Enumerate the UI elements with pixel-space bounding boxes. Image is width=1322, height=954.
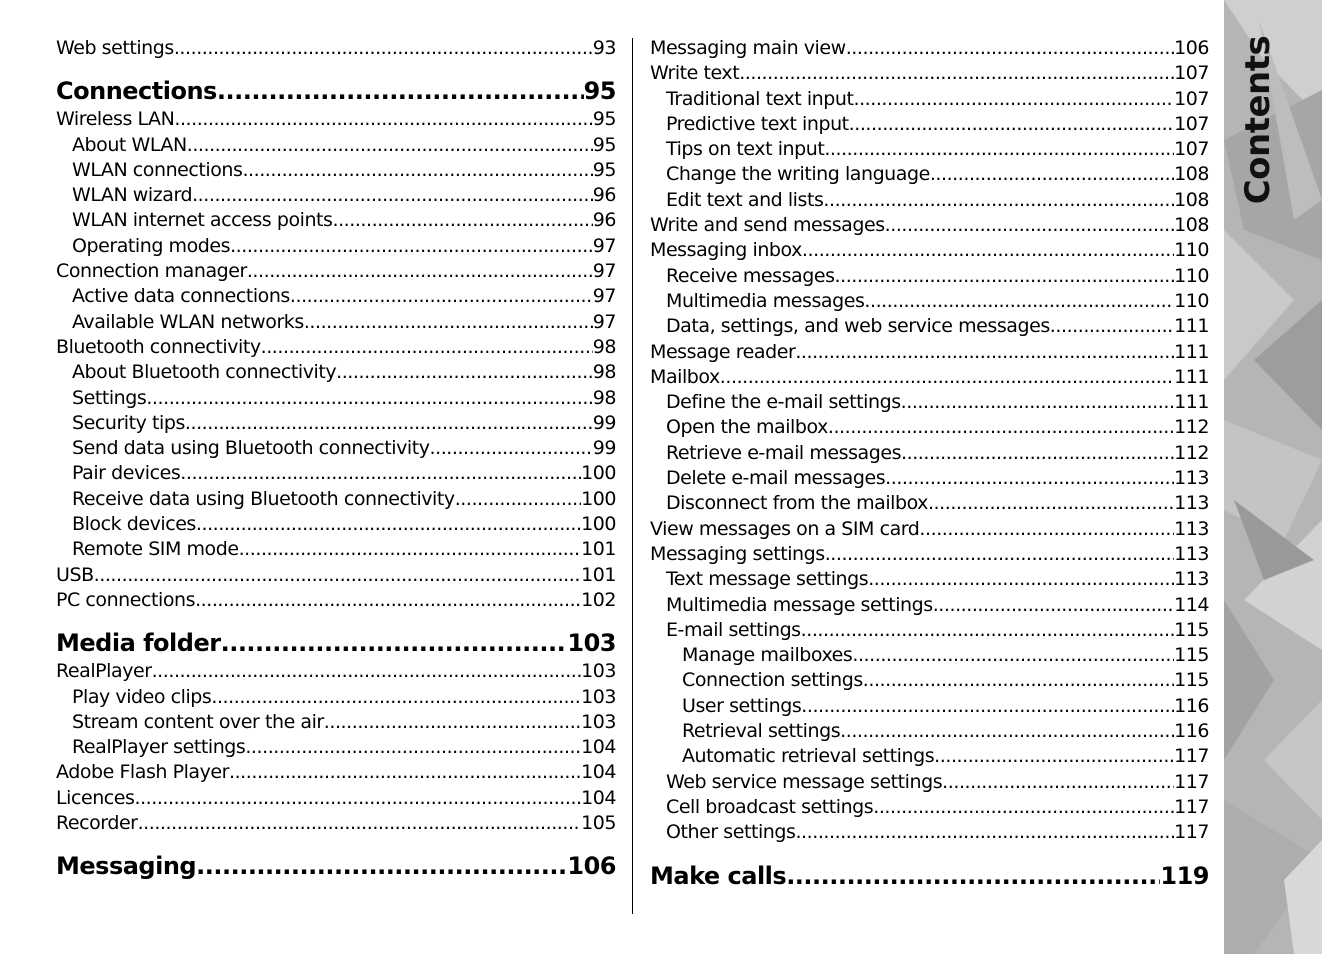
toc-page-number: 111	[1174, 365, 1209, 388]
toc-entry-title: Receive messages	[666, 264, 835, 287]
toc-page-number: 95	[583, 77, 616, 106]
toc-entry	[650, 289, 1209, 314]
toc-dot-leader	[846, 36, 1174, 61]
toc-dot-leader	[720, 365, 1174, 390]
toc-entry-title: RealPlayer	[56, 660, 152, 683]
toc-page-number: 95	[592, 108, 616, 131]
toc-entry	[56, 710, 616, 735]
toc-page-number: 108	[1174, 188, 1209, 211]
toc-entry	[650, 744, 1209, 769]
toc-dot-leader	[835, 264, 1175, 289]
toc-page-number: 99	[592, 437, 616, 460]
toc-entry	[56, 735, 616, 760]
column-divider	[632, 38, 633, 914]
toc-entry	[650, 314, 1209, 339]
toc-dot-leader	[868, 567, 1174, 592]
toc-entry-title: Web settings	[56, 37, 174, 59]
toc-dot-leader	[823, 188, 1174, 213]
toc-right-column	[650, 36, 1209, 892]
toc-dot-leader	[942, 770, 1174, 795]
toc-entry-title: Multimedia messages	[666, 289, 865, 312]
toc-entry-title: Delete e-mail messages	[666, 467, 886, 490]
toc-dot-leader	[221, 627, 568, 659]
toc-page-number: 97	[592, 260, 616, 283]
toc-page-number: 119	[1160, 861, 1209, 890]
toc-page-number: 107	[1174, 138, 1209, 161]
toc-page-number: 112	[1174, 416, 1209, 439]
toc-entry-title: Disconnect from the mailbox	[666, 492, 928, 515]
toc-dot-leader	[928, 491, 1174, 516]
toc-page-number: 100	[581, 462, 616, 485]
toc-entry	[56, 512, 616, 537]
toc-entry-title: Messaging	[56, 852, 197, 881]
toc-dot-leader	[195, 588, 581, 613]
toc-entry	[56, 360, 616, 385]
toc-entry-title: Data, settings, and web service messages	[666, 315, 1050, 338]
toc-entry	[56, 436, 616, 461]
toc-entry	[56, 487, 616, 512]
toc-entry	[56, 158, 616, 183]
toc-page-number: 104	[581, 736, 616, 759]
toc-dot-leader	[187, 133, 593, 158]
toc-dot-leader	[336, 360, 593, 385]
toc-entry	[650, 238, 1209, 263]
toc-dot-leader	[261, 335, 593, 360]
toc-entry-title: Recorder	[56, 812, 138, 835]
toc-entry-title: Tips on text input	[666, 138, 825, 161]
toc-entry-title: Messaging settings	[650, 542, 825, 565]
toc-entry-title: User settings	[682, 694, 802, 717]
toc-page-number: 105	[581, 812, 616, 835]
toc-entry	[650, 820, 1209, 845]
toc-dot-leader	[795, 340, 1174, 365]
toc-dot-leader	[933, 593, 1174, 618]
toc-page-number: 98	[592, 361, 616, 384]
toc-entry	[650, 340, 1209, 365]
toc-entry-title: Licences	[56, 786, 135, 809]
toc-entry	[56, 461, 616, 486]
toc-page-number: 111	[1174, 340, 1209, 363]
toc-page-number: 96	[592, 184, 616, 207]
toc-dot-leader	[324, 710, 581, 735]
toc-entry-title: Pair devices	[72, 462, 181, 485]
toc-page-number: 97	[592, 234, 616, 257]
toc-page-number: 115	[1174, 618, 1209, 641]
toc-entry	[650, 542, 1209, 567]
toc-dot-leader	[152, 659, 581, 684]
toc-dot-leader	[825, 542, 1174, 567]
toc-entry	[650, 719, 1209, 744]
toc-dot-leader	[1050, 314, 1174, 339]
toc-entry	[650, 61, 1209, 86]
toc-page-number: 98	[592, 335, 616, 358]
toc-page-number: 95	[592, 158, 616, 181]
toc-page-number: 103	[581, 660, 616, 683]
toc-page-number: 107	[1174, 87, 1209, 110]
toc-entry	[56, 36, 616, 61]
toc-dot-leader	[795, 820, 1174, 845]
toc-entry	[56, 563, 616, 588]
toc-entry-title: Connections	[56, 77, 217, 106]
toc-entry	[650, 36, 1209, 61]
toc-entry-title: Traditional text input	[666, 87, 854, 110]
toc-entry	[650, 365, 1209, 390]
toc-entry	[650, 390, 1209, 415]
toc-entry-title: Remote SIM mode	[72, 538, 239, 561]
toc-entry-title: About Bluetooth connectivity	[72, 361, 337, 384]
toc-dot-leader	[230, 234, 593, 259]
toc-page-number: 117	[1174, 745, 1209, 768]
toc-dot-leader	[196, 512, 581, 537]
toc-entry-title: Connection manager	[56, 260, 247, 283]
toc-page-number: 113	[1174, 542, 1209, 565]
toc-entry-title: Other settings	[666, 821, 796, 844]
toc-entry	[56, 386, 616, 411]
toc-entry-title: Send data using Bluetooth connectivity	[72, 437, 430, 460]
toc-dot-leader	[849, 112, 1174, 137]
toc-entry-title: Make calls	[650, 861, 787, 890]
toc-dot-leader	[239, 537, 581, 562]
toc-dot-leader	[196, 850, 567, 882]
toc-dot-leader	[873, 795, 1174, 820]
toc-entry	[650, 87, 1209, 112]
toc-dot-leader	[934, 744, 1174, 769]
toc-entry-title: WLAN connections	[72, 158, 243, 181]
toc-entry	[650, 517, 1209, 542]
toc-entry	[650, 415, 1209, 440]
toc-page-number: 96	[592, 209, 616, 232]
toc-page-number: 93	[592, 37, 616, 59]
toc-page-number: 100	[581, 487, 616, 510]
toc-entry	[56, 208, 616, 233]
toc-page-number: 97	[592, 310, 616, 333]
toc-dot-leader	[930, 162, 1174, 187]
toc-entry	[650, 593, 1209, 618]
toc-entry	[650, 618, 1209, 643]
toc-entry	[56, 310, 616, 335]
toc-page-number: 113	[1174, 467, 1209, 490]
toc-entry-title: Adobe Flash Player	[56, 761, 229, 784]
toc-entry	[650, 441, 1209, 466]
toc-page-number: 97	[592, 285, 616, 308]
toc-entry	[56, 685, 616, 710]
toc-page-number: 103	[567, 629, 616, 658]
toc-page-number: 116	[1174, 694, 1209, 717]
toc-entry-title: USB	[56, 563, 94, 586]
toc-page-number: 111	[1174, 391, 1209, 414]
toc-page-number: 116	[1174, 720, 1209, 743]
toc-entry	[56, 284, 616, 309]
toc-page-number: 113	[1174, 517, 1209, 540]
toc-page-number: 101	[581, 563, 616, 586]
toc-entry-title: Block devices	[72, 513, 196, 536]
toc-page-number: 101	[581, 538, 616, 561]
toc-page-number: 103	[581, 685, 616, 708]
toc-entry-title: Security tips	[72, 411, 185, 434]
toc-entry	[650, 694, 1209, 719]
toc-entry-title: Connection settings	[682, 669, 863, 692]
toc-dot-leader	[919, 517, 1174, 542]
toc-page-number: 102	[581, 588, 616, 611]
toc-page-number: 115	[1174, 669, 1209, 692]
toc-dot-leader	[853, 87, 1174, 112]
toc-page-number: 106	[567, 852, 616, 881]
toc-page-number: 110	[1174, 289, 1209, 312]
toc-entry-title: Automatic retrieval settings	[682, 745, 935, 768]
toc-entry-title: Play video clips	[72, 685, 212, 708]
toc-entry-title: Open the mailbox	[666, 416, 828, 439]
toc-page-number: 107	[1174, 112, 1209, 135]
toc-entry-title: Web service message settings	[666, 770, 943, 793]
toc-entry-title: Edit text and lists	[666, 188, 824, 211]
toc-entry-title: Active data connections	[72, 285, 290, 308]
toc-dot-leader	[146, 386, 592, 411]
toc-entry-title: WLAN internet access points	[72, 209, 333, 232]
toc-entry	[650, 770, 1209, 795]
toc-entry-title: Define the e-mail settings	[666, 391, 901, 414]
toc-page-number: 110	[1174, 239, 1209, 262]
toc-entry-title: View messages on a SIM card	[650, 517, 920, 540]
toc-dot-leader	[901, 441, 1174, 466]
toc-dot-leader	[430, 436, 593, 461]
toc-entry	[650, 466, 1209, 491]
toc-entry-title: Available WLAN networks	[72, 310, 304, 333]
toc-entry-title: Bluetooth connectivity	[56, 335, 261, 358]
toc-entry	[650, 264, 1209, 289]
toc-entry-title: Manage mailboxes	[682, 644, 853, 667]
toc-dot-leader	[332, 208, 592, 233]
toc-entry	[56, 335, 616, 360]
toc-dot-leader	[852, 643, 1174, 668]
toc-entry	[650, 795, 1209, 820]
toc-page-number: 112	[1174, 441, 1209, 464]
toc-entry	[56, 133, 616, 158]
toc-dot-leader	[242, 158, 592, 183]
toc-dot-leader	[134, 786, 581, 811]
toc-dot-leader	[840, 719, 1174, 744]
toc-entry-title: PC connections	[56, 588, 196, 611]
toc-dot-leader	[885, 466, 1174, 491]
toc-entry-title: Multimedia message settings	[666, 593, 933, 616]
toc-entry-title: Retrieve e-mail messages	[666, 441, 902, 464]
toc-entry-title: Operating modes	[72, 234, 231, 257]
toc-section-heading	[56, 75, 616, 107]
toc-entry-title: Cell broadcast settings	[666, 795, 874, 818]
toc-dot-leader	[185, 411, 593, 436]
toc-entry	[56, 107, 616, 132]
toc-dot-leader	[229, 760, 581, 785]
toc-dot-leader	[802, 238, 1174, 263]
toc-entry	[650, 112, 1209, 137]
toc-entry-title: About WLAN	[72, 133, 187, 156]
toc-entry	[56, 659, 616, 684]
toc-entry	[56, 537, 616, 562]
toc-entry-title: Wireless LAN	[56, 108, 175, 131]
toc-entry	[56, 259, 616, 284]
toc-page-number: 108	[1174, 163, 1209, 186]
toc-dot-leader	[885, 213, 1174, 238]
toc-page-number: 95	[592, 133, 616, 156]
toc-dot-leader	[180, 461, 581, 486]
toc-page-number: 111	[1174, 315, 1209, 338]
toc-entry-title: Retrieval settings	[682, 720, 841, 743]
toc-entry-title: Messaging main view	[650, 37, 846, 59]
toc-entry	[56, 234, 616, 259]
toc-entry-title: Media folder	[56, 629, 221, 658]
toc-entry-title: Predictive text input	[666, 112, 849, 135]
toc-page-number: 100	[581, 513, 616, 536]
toc-entry-title: Write and send messages	[650, 214, 885, 237]
toc-page-number: 113	[1174, 568, 1209, 591]
toc-dot-leader	[786, 860, 1160, 892]
toc-page-number: 107	[1174, 62, 1209, 85]
toc-dot-leader	[192, 183, 593, 208]
toc-dot-leader	[94, 563, 581, 588]
toc-section-heading	[56, 850, 616, 882]
toc-dot-leader	[174, 107, 592, 132]
toc-dot-leader	[217, 75, 584, 107]
toc-entry-title: Stream content over the air	[72, 710, 324, 733]
toc-dot-leader	[901, 390, 1174, 415]
toc-dot-leader	[801, 618, 1174, 643]
toc-entry	[56, 760, 616, 785]
toc-page-number: 104	[581, 761, 616, 784]
toc-left-column	[56, 36, 616, 882]
sidebar-title-text: Contents	[1238, 35, 1278, 205]
toc-dot-leader	[245, 735, 581, 760]
toc-page-number: 117	[1174, 821, 1209, 844]
toc-entry-title: E-mail settings	[666, 618, 801, 641]
toc-entry-title: Mailbox	[650, 365, 720, 388]
toc-dot-leader	[455, 487, 581, 512]
toc-dot-leader	[801, 694, 1174, 719]
toc-section-heading	[56, 627, 616, 659]
toc-dot-leader	[864, 289, 1174, 314]
toc-page-number: 103	[581, 710, 616, 733]
toc-entry	[650, 162, 1209, 187]
toc-entry-title: WLAN wizard	[72, 184, 193, 207]
sidebar-title	[1228, 35, 1288, 205]
toc-page-number: 104	[581, 786, 616, 809]
toc-dot-leader	[304, 310, 593, 335]
toc-page-number: 117	[1174, 795, 1209, 818]
toc-entry-title: Write text	[650, 62, 740, 85]
toc-section-heading	[650, 860, 1209, 892]
toc-entry	[650, 668, 1209, 693]
toc-dot-leader	[863, 668, 1174, 693]
toc-dot-leader	[828, 415, 1174, 440]
toc-page-number: 108	[1174, 214, 1209, 237]
toc-dot-leader	[824, 137, 1174, 162]
toc-page-number: 115	[1174, 644, 1209, 667]
toc-page-number: 113	[1174, 492, 1209, 515]
toc-dot-leader	[290, 284, 593, 309]
toc-entry-title: Text message settings	[666, 568, 869, 591]
toc-entry	[56, 183, 616, 208]
toc-page-number: 114	[1174, 593, 1209, 616]
toc-entry-title: Messaging inbox	[650, 239, 802, 262]
toc-entry-title: Settings	[72, 386, 147, 409]
toc-entry-title: Receive data using Bluetooth connectivity	[72, 487, 455, 510]
toc-page-number: 98	[592, 386, 616, 409]
toc-entry-title: Change the writing language	[666, 163, 930, 186]
toc-entry	[650, 213, 1209, 238]
toc-dot-leader	[247, 259, 593, 284]
toc-entry	[650, 491, 1209, 516]
toc-page-number: 99	[592, 411, 616, 434]
toc-entry	[56, 411, 616, 436]
toc-entry	[56, 588, 616, 613]
toc-dot-leader	[739, 61, 1174, 86]
toc-entry	[56, 811, 616, 836]
toc-page-number: 106	[1174, 37, 1209, 59]
toc-entry	[56, 786, 616, 811]
toc-page-number: 110	[1174, 264, 1209, 287]
toc-dot-leader	[138, 811, 582, 836]
toc-entry-title: Message reader	[650, 340, 796, 363]
toc-entry	[650, 643, 1209, 668]
toc-dot-leader	[174, 36, 593, 61]
toc-dot-leader	[211, 685, 581, 710]
toc-entry	[650, 567, 1209, 592]
toc-entry	[650, 137, 1209, 162]
toc-page-number: 117	[1174, 770, 1209, 793]
toc-entry-title: RealPlayer settings	[72, 736, 246, 759]
toc-entry	[650, 188, 1209, 213]
